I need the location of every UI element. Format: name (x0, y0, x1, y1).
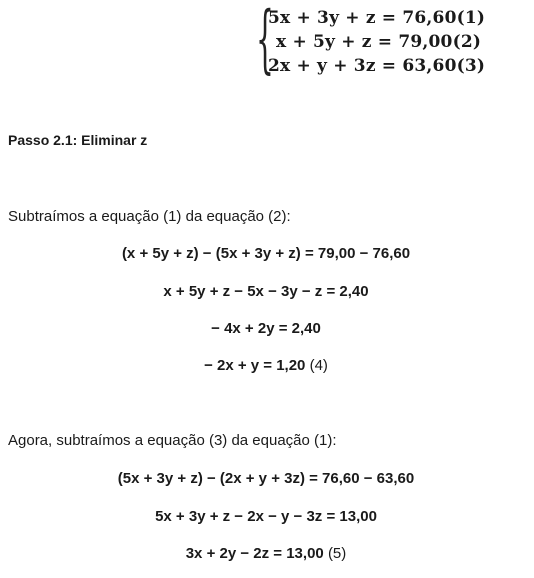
section1-equation-4 (96, 357, 436, 374)
system-equation-3: 2x + y + 3z = 63,60(3) (268, 56, 486, 76)
equation-5-tag: (5) (327, 545, 347, 562)
section1-equation-1: (x + 5y + z) − (5x + 3y + z) = 79,00 − 76,60 (121, 245, 411, 262)
left-brace-icon: { (256, 0, 274, 82)
equation-4-body: − 2x + y = 1,20 (204, 357, 306, 374)
step-heading: Passo 2.1: Eliminar z (8, 132, 148, 148)
section2-equation-2: 5x + 3y + z − 2x − y − 3z = 13,00 (155, 508, 377, 525)
equation-system (256, 0, 486, 82)
system-equation-2: x + 5y + z = 79,00(2) (276, 32, 482, 52)
section2-intro: Agora, subtraímos a equação (3) da equação (1): (8, 432, 337, 449)
equation-4-tag: (4) (309, 357, 328, 374)
section1-intro: Subtraímos a equação (1) da equação (2): (8, 208, 291, 225)
system-equation-1: 5x + 3y + z = 76,60(1) (268, 8, 486, 28)
section1-equation-3: − 4x + 2y = 2,40 (211, 320, 321, 337)
section1-equation-2: x + 5y + z − 5x − 3y − z = 2,40 (163, 283, 369, 300)
section2-equation-3 (96, 545, 436, 562)
equation-5-body: 3x + 2y − 2z = 13,00 (185, 545, 324, 562)
section2-equation-1: (5x + 3y + z) − (2x + y + 3z) = 76,60 − 63,60 (117, 470, 415, 487)
